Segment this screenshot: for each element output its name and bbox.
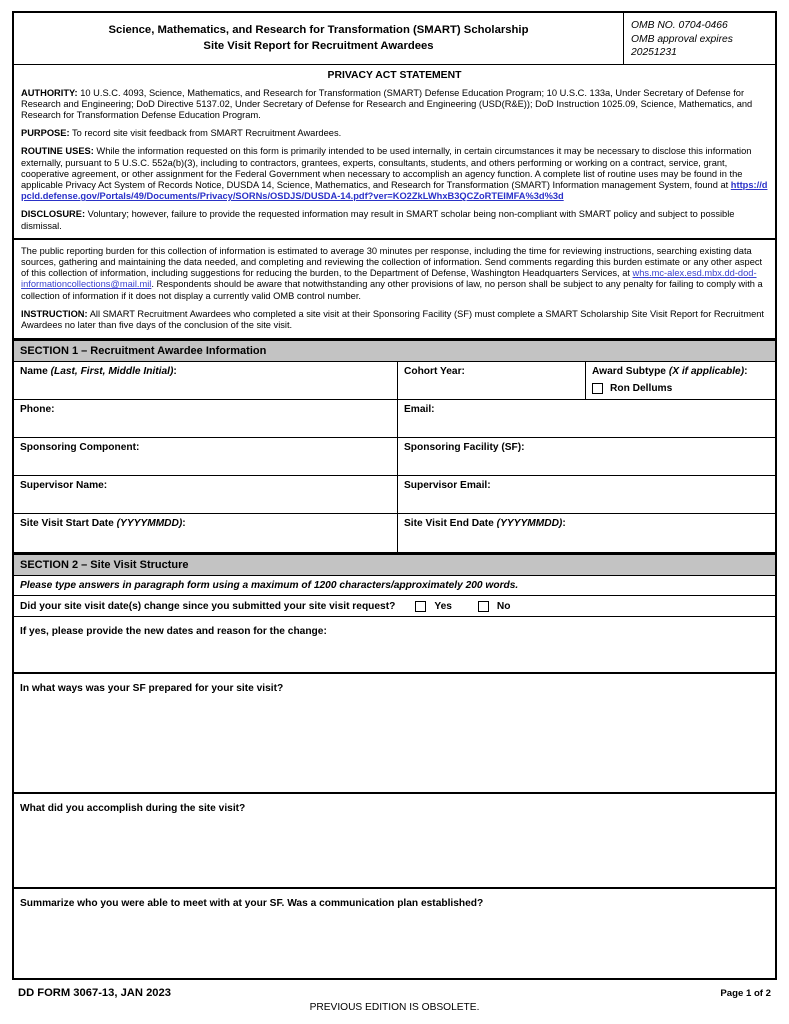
field-supervisor-email[interactable] xyxy=(397,476,775,513)
routine-uses-text: While the information requested on this form is primarily intended to be used internally, in certain circumstances it may be necessary to disclose this information externally, pursuant to 5 U.S.C. 552a(b)(3), including to contractors, grantees, experts, consultants, students, and others performing or working on a contract, service, grant, cooperative agreement, or other assignment for the Federal Government when necessary to accomplish an agency function. A complete list of routine uses may be found in the applicable Privacy Act System of Records Notice, DUSDA 14, Science, Mathematics, and Research for Transformation (SMART) Information management System, found at xyxy=(21,146,752,190)
checkbox-no[interactable] xyxy=(478,601,489,612)
row-site-visit-dates xyxy=(14,514,775,552)
checkbox-yes[interactable] xyxy=(415,601,426,612)
row-supervisor xyxy=(14,476,775,514)
answer-sf-prepared-label: In what ways was your SF prepared for your site visit? xyxy=(20,683,284,695)
instruction-text: All SMART Recruitment Awardees who completed a site visit at their Sponsoring Facility (SF) must complete a SMART Scholarship Site Visit Report for Recruitment Awardees no later than five days of the conclusion of the site visit. xyxy=(21,308,764,330)
field-name-hint: (Last, First, Middle Initial) xyxy=(50,366,174,378)
field-award-subtype-label: Award Subtype xyxy=(592,366,669,378)
field-name[interactable] xyxy=(14,362,397,399)
question-date-change xyxy=(14,596,775,617)
award-subtype-option-row[interactable] xyxy=(592,383,775,394)
field-sponsoring-facility[interactable] xyxy=(397,438,775,475)
field-end-date-colon: : xyxy=(562,518,566,530)
field-sponsoring-component[interactable] xyxy=(14,438,397,475)
omb-number: OMB NO. 0704-0466 xyxy=(631,20,728,31)
form-header xyxy=(12,11,777,64)
routine-uses-label: ROUTINE USES: xyxy=(21,146,94,157)
field-end-date-label: Site Visit End Date xyxy=(404,518,497,530)
purpose-text: To record site visit feedback from SMART Recruitment Awardees. xyxy=(69,128,342,139)
instruction-label: INSTRUCTION: xyxy=(21,308,88,319)
section-2-note: Please type answers in paragraph form using a maximum of 1200 characters/approximately 200 words. xyxy=(14,576,775,596)
checkbox-no-label: No xyxy=(496,600,511,612)
answer-summary-meetings-label: Summarize who you were able to meet with at your SF. Was a communication plan established? xyxy=(20,898,484,910)
previous-edition-notice: PREVIOUS EDITION IS OBSOLETE. xyxy=(309,1002,480,1014)
burden-text-after: . Respondents should be aware that notwithstanding any other provisions of law, no person shall be subject to any penalty for failing to comply with a collection of information if it does not display a currently valid OMB control number. xyxy=(21,279,763,301)
answer-if-yes-new-dates[interactable] xyxy=(14,617,775,674)
field-site-visit-start-date[interactable] xyxy=(14,514,397,552)
page-number: Page 1 of 2 xyxy=(720,988,771,1000)
field-award-subtype-colon: : xyxy=(744,366,748,378)
section-2-fields xyxy=(12,576,777,980)
instruction-paragraph xyxy=(21,309,768,331)
field-cohort-year[interactable] xyxy=(397,362,585,399)
omb-box xyxy=(623,13,775,64)
answer-if-yes-label: If yes, please provide the new dates and reason for the change: xyxy=(20,626,327,638)
disclosure-text: Voluntary; however, failure to provide the requested information may result in SMART scholar being non-compliant with SMART policy and subject to possible dismissal. xyxy=(21,209,735,231)
form-title xyxy=(14,13,623,64)
checkbox-ron-dellums-label: Ron Dellums xyxy=(610,383,673,395)
burden-email-link[interactable]: whs.mc-alex.esd.mbx.dd-dod-informationcollections@mail.mil xyxy=(21,268,757,290)
omb-expires-date: 20251231 xyxy=(631,47,677,58)
burden-text-before: The public reporting burden for this collection of information is estimated to average 30 minutes per response, including the time for reviewing instructions, searching existing data sources, gathering and maintaining the data needed, and completing and reviewing the collection of information. Send comments regarding this burden estimate or any other aspect of this collection of information, including suggestions for reducing the burden, to the Department of Defense, Washington Headquarters Services, at xyxy=(21,245,763,279)
row-name-cohort-award xyxy=(14,362,775,400)
field-email[interactable] xyxy=(397,400,775,437)
privacy-act-heading: PRIVACY ACT STATEMENT xyxy=(327,69,462,81)
form-footer xyxy=(12,980,777,1020)
field-supervisor-email-label: Supervisor Email: xyxy=(404,480,491,492)
sorn-link[interactable]: https://dpcld.defense.gov/Portals/49/Documents/Privacy/SORNs/OSDJS/DUSDA-14.pdf?ver=KO2ZkLWhxB3QCZoRTEIMFA%3d%3d xyxy=(21,179,768,202)
field-phone[interactable] xyxy=(14,400,397,437)
field-supervisor-name[interactable] xyxy=(14,476,397,513)
routine-uses-paragraph xyxy=(21,146,768,202)
field-sponsoring-component-label: Sponsoring Component: xyxy=(20,442,140,454)
field-email-label: Email: xyxy=(404,404,435,416)
section-2-header: SECTION 2 – Site Visit Structure xyxy=(12,554,777,576)
section-1-fields xyxy=(12,362,777,554)
field-cohort-year-label: Cohort Year: xyxy=(404,366,465,378)
option-yes[interactable] xyxy=(415,601,452,612)
option-no[interactable] xyxy=(478,601,511,612)
field-end-date-hint: (YYYYMMDD) xyxy=(496,518,563,530)
field-start-date-hint: (YYYYMMDD) xyxy=(116,518,183,530)
answer-summary-meetings[interactable] xyxy=(14,889,775,978)
form-title-line2: Site Visit Report for Recruitment Awardees xyxy=(203,40,434,52)
field-award-subtype-hint: (X if applicable) xyxy=(668,366,745,378)
field-start-date-label: Site Visit Start Date xyxy=(20,518,117,530)
row-sponsoring xyxy=(14,438,775,476)
authority-paragraph xyxy=(21,88,768,122)
checkbox-ron-dellums[interactable] xyxy=(592,383,603,394)
field-start-date-colon: : xyxy=(182,518,186,530)
purpose-label: PURPOSE: xyxy=(21,128,70,139)
field-sponsoring-facility-label: Sponsoring Facility (SF): xyxy=(404,442,525,454)
field-name-colon: : xyxy=(173,366,177,378)
checkbox-yes-label: Yes xyxy=(434,600,452,612)
field-site-visit-end-date[interactable] xyxy=(397,514,775,552)
field-phone-label: Phone: xyxy=(20,404,55,416)
answer-sf-prepared[interactable] xyxy=(14,674,775,794)
burden-paragraph xyxy=(21,246,768,302)
authority-text: 10 U.S.C. 4093, Science, Mathematics, and Research for Transformation (SMART) Defense Education Program; 10 U.S.C. 133a, Under Secretary of Defense for Research and Engineering; DoD Directive 5137.02, Under Secretary of Defense for Research and Engineering (USD(R&E)); DoD Instruction 1025.09, Science, Mathematics, and Research for Transformation Defense Education Program. xyxy=(21,87,753,120)
answer-accomplishments-label: What did you accomplish during the site visit? xyxy=(20,803,246,815)
field-supervisor-name-label: Supervisor Name: xyxy=(20,480,108,492)
row-phone-email xyxy=(14,400,775,438)
answer-accomplishments[interactable] xyxy=(14,794,775,889)
purpose-paragraph xyxy=(21,128,768,139)
authority-label: AUTHORITY: xyxy=(21,87,78,98)
form-identifier: DD FORM 3067-13, JAN 2023 xyxy=(18,987,171,1000)
disclosure-label: DISCLOSURE: xyxy=(21,209,86,220)
omb-expires-label: OMB approval expires xyxy=(631,33,733,45)
question-date-change-label: Did your site visit date(s) change since you submitted your site visit request? xyxy=(20,600,396,612)
disclosure-paragraph xyxy=(21,209,768,231)
section-1-header: SECTION 1 – Recruitment Awardee Information xyxy=(12,340,777,362)
burden-statement-block xyxy=(12,240,777,340)
form-title-line1: Science, Mathematics, and Research for Transformation (SMART) Scholarship xyxy=(108,24,529,36)
field-name-label: Name xyxy=(20,366,51,378)
privacy-act-statement xyxy=(12,64,777,240)
field-award-subtype xyxy=(585,362,775,399)
